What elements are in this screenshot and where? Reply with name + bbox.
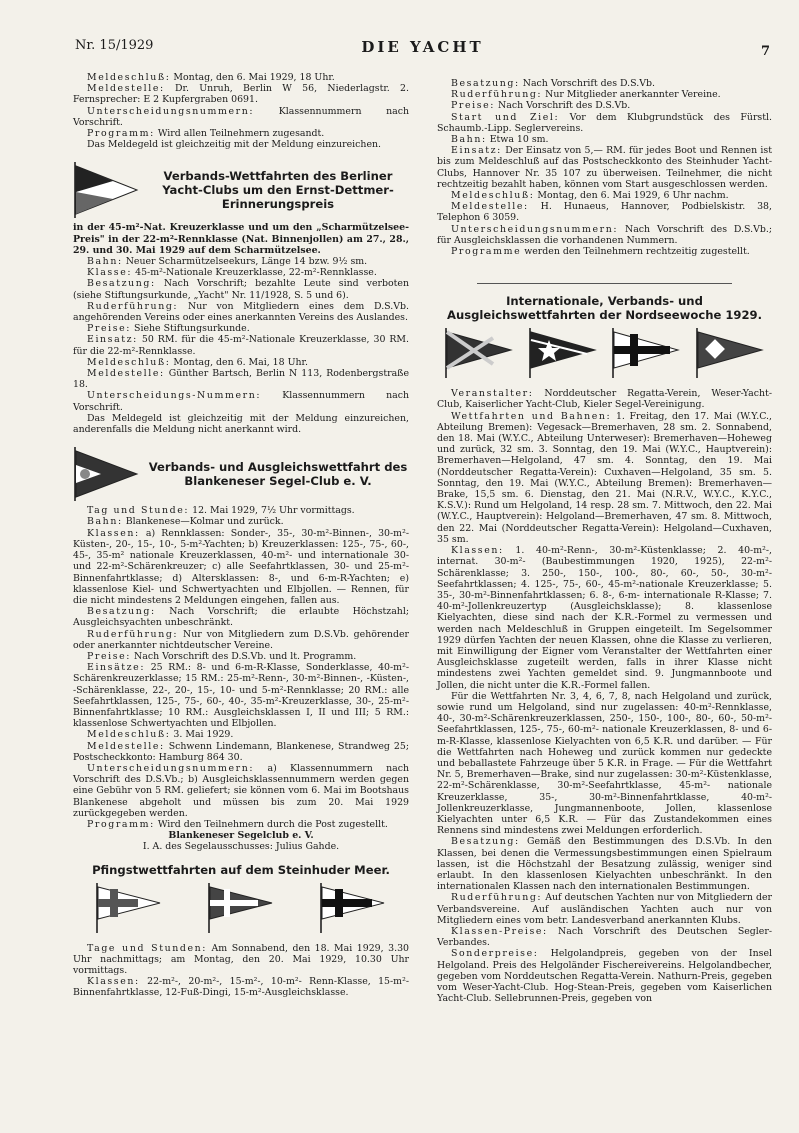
paragraph: Einsätze: 25 RM.: 8- und 6-m-R-Klasse, Sonderklasse, 40-m²-Schärenkreuzerklasse; 15 RM.: 25-m²-Renn-, 30-m²-Binnen-, -Küsten-, -Schärenklasse, 22-, 20-, 15-, 10- und 5-m²-Rennklasse; 20 RM.: alle Seefahrtklassen, 125-, 75-, 60-, 40-, 35-m²-Kreuzerklasse, 30-, 25-m²-Binnenfahrtklasse; 10 RM.: Ausgleichsklassen I, II und III; 5 RM.: klassenlose Schwertyachten und Elbjollen. [73,662,409,730]
burgee-flag-icon [94,883,164,933]
pennant-flag-icon [73,162,139,218]
paragraph: Start und Ziel: Vor dem Klubgrundstück des Fürstl. Schaumb.-Lipp. Seglervereins. [437,111,772,134]
paragraph: Meldeschluß: Montag, den 6. Mai 1929, 6 Uhr nachm. [451,190,729,202]
magazine-title: DIE YACHT [361,38,484,56]
paragraph: Programm: Wird allen Teilnehmern zugesandt. [87,128,325,140]
paragraph: Meldestelle: H. Hunaeus, Hannover, Podbielskistr. 38, Telephon 6 3059. [437,201,772,224]
paragraph: Unterscheidungsnummern: Nach Vorschrift des D.S.Vb.; für Ausgleichsklassen die vorhandenen Nummern. [437,223,772,246]
section-body [437,388,772,1004]
paragraph: Programme werden den Teilnehmern rechtzeitig zugestellt. [451,246,750,258]
paragraph: Einsatz: Der Einsatz von 5,— RM. für jedes Boot und Rennen ist bis zum Meldeschluß auf das Postscheckkonto des Steinhuder Yacht-Clubs, Hannover Nr. 35 107 zu überweisen. Teilnehmer, die nicht rechtzeitig bezahlt haben, können vom Start ausgeschlossen werden. [437,145,772,190]
paragraph: Preise: Nach Vorschrift des D.S.Vb. [451,100,631,112]
paragraph: Besatzung: Nach Vorschrift; die erlaubte Höchstzahl; Ausgleichsyachten unbeschränkt. [73,606,409,629]
paragraph: Unterscheidungs-Nummern: Klassennummern nach Vorschrift. [73,390,409,413]
section-header-blankenese [73,447,409,501]
burgee-row [437,328,772,378]
section-title-steinhude: Pfingstwettfahrten auf dem Steinhuder Meer. [92,862,390,877]
paragraph: Preise: Siehe Stiftungsurkunde. [87,323,250,335]
section-lead: in der 45-m²-Nat. Kreuzerklasse und um den „Scharmützelsee-Preis" in der 22-m²-Rennklasse (Nat. Binnenjollen) am 27., 28., 29. und 30. Mai 1929 auf dem Scharmützelsee. [73,222,409,256]
paragraph: Veranstalter: Norddeutscher Regatta-Verein, Weser-Yacht-Club, Kaiserlicher Yacht-Club, Kieler Segel-Vereinigung. [437,388,772,411]
issue-number: Nr. 15/1929 [75,38,154,53]
section-title: Verbands- und Ausgleichswettfahrt des Blankeneser Segel-Club e. V. [148,460,408,489]
burgee-flag-icon [610,328,682,378]
paragraph: Meldestelle: Günther Bartsch, Berlin N 113, Rodenbergstraße 18. [73,368,409,391]
paragraph: Ruderführung: Auf deutschen Yachten nur von Mitgliedern der Verbandsvereine. Auf ausländischen Yachten auch nur von Mitgliedern eines vom betr. Landesverband anerkannten Klubs. [437,892,772,926]
paragraph: Ruderführung: Nur von Mitgliedern zum D.S.Vb. gehörender oder anerkannter nichtdeutscher Vereine. [73,628,409,651]
section-body [437,78,772,257]
paragraph: Das Meldegeld ist gleichzeitig mit der Meldung einzureichen, anderenfalls die Meldung nicht anerkannt wird. [73,412,409,436]
paragraph: Bahn: Blankenese—Kolmar und zurück. [87,516,284,528]
burgee-flag-icon [443,328,515,378]
paragraph: Besatzung: Nach Vorschrift des D.S.Vb. [451,78,655,89]
paragraph: Meldestelle: Dr. Unruh, Berlin W 56, Niederlagstr. 2. Fernsprecher: E 2 Kupfergraben 0691. [73,83,409,106]
paragraph: Meldeschluß: Montag, den 6. Mai, 18 Uhr. [87,356,308,368]
section-body [73,505,409,852]
paragraph: Sonderpreise: Helgolandpreis, gegeben von der Insel Helgoland. Preis des Helgoländer Fischereivereins. Helgolandbecher, gegeben vom Norddeutschen Regatta-Verein. Nathurn-Preis, gegeben vom Weser-Yacht-Club. Hog-Stean-Preis, gegeben vom Kaiserlichen Yacht-Club. Sellebrunnen-Preis, gegeben von [437,948,772,1005]
paragraph: Besatzung: Nach Vorschrift; bezahlte Leute sind verboten (siehe Stiftungsurkunde, „Yacht" Nr. 11/1928, S. 5 und 6). [73,278,409,301]
paragraph: Klassen: 22-m²-, 20-m²-, 15-m²-, 10-m²- Renn-Klasse, 15-m²-Binnenfahrtklasse, 12-Fuß-Dingi, 15-m²-Ausgleichsklasse. [73,976,409,999]
paragraph: Bahn: Etwa 10 sm. [451,134,549,146]
paragraph: Besatzung: Gemäß den Bestimmungen des D.S.Vb. In den Klassen, bei denen die Vermessungsbestimmungen einen Spielraum lassen, ist die Höchstzahl der Besatzung zulässig, weniger sind erlaubt. In den klassenlosen Kielyachten unbeschränkt. In den internationalen Klassen nach den internationalen Bestimmungen. [437,836,772,893]
signature-club: Blankeneser Segelclub e. V. [168,830,314,842]
paragraph: Wettfahrten und Bahnen: 1. Freitag, den 17. Mai (W.Y.C., Abteilung Bremen): Vegesack—Bremerhaven, 28 sm. 2. Sonnabend, den 18. Mai (W.Y.C., Abteilung Unterweser): Bremerhaven—Hoheweg und zurück, 32 sm. 3. Sonntag, den 19. Mai (W.Y.C., Hauptverein): Bremerhaven—Helgoland, 47 sm. 4. Sonntag, den 19. Mai (Norddeutscher Regatta-Verein): Cuxhaven—Helgoland, 35 sm. 5. Sonntag, den 19. Mai (W.Y.C., Abteilung Bremen): Bremerhaven—Brake, 15,5 sm. 6. Dienstag, den 21. Mai (N.R.V., W.Y.C., K.Y.C., K.S.V.): Rund um Helgoland, 14 resp. 28 sm. 7. Mittwoch, den 22. Mai (W.Y.C., Hauptverein): Helgoland—Bremerhaven, 47 sm. 8. Mittwoch, den 22. Mai (Norddeutscher Regatta-Verein): Helgoland—Cuxhaven, 35 sm. [437,410,772,545]
divider [477,283,732,284]
paragraph: Klassen: 1. 40-m²-Renn-, 30-m²-Küstenklasse; 2. 40-m²-, internat. 30-m²- (Baubestimmungen 1920, 1925), 22-m²-Schärenklasse; 3. 250-, 150-, 100-, 80-, 60-, 50-, 30-m²-Seefahrtklassen; 4. 125-, 75-, 60-, 45-m²-nationale Kreuzerklasse; 5. 35-, 30-m²-Binnenfahrtklassen; 6. 8-, 6-m- internationale R-Klasse; 7. 40-m²-Jollenkreuzertyp (Ausgleichsklasse); 8. klassenlose Kielyachten, diese sind nach der K.R.-Formel zu vermessen und werden nach Meldeschluß in Gruppen eingeteilt. Im Segelsommer 1929 dürfen Yachten der neuen Klassen, ohne die Klasse zu verlieren, mit Einwilligung der Eigner vom Veranstalter der Wettfahrten einer Ausgleichsklasse zugeteilt werden, falls in ihrer Klasse nicht mindestens zwei Yachten gemeldet sind. 9. Jungmannboote und Jollen, die nicht unter die K.R.-Formel fallen. [437,545,772,691]
paragraph: Meldeschluß: Montag, den 6. Mai 1929, 18 Uhr. [87,72,335,83]
paragraph: Bahn: Neuer Scharmützelseekurs, Länge 14 bzw. 9½ sm. [87,256,368,268]
section-body [73,256,409,435]
burgee-flag-icon [527,328,599,378]
page-number: 7 [760,44,770,59]
paragraph: Unterscheidungsnummern: a) Klassennummern nach Vorschrift des D.S.Vb.; b) Ausgleichsklassennummern werden gegen eine Gebühr von 5 RM. geliefert; sie können vom 6. Mai im Bootshaus Blankenese abgeholt und müssen bis zum 20. Mai 1929 zurückgegeben werden. [73,762,409,819]
paragraph: Unterscheidungsnummern: Klassennummern nach Vorschrift. [73,105,409,128]
intro-notes [73,72,409,150]
paragraph: Tag und Stunde: 12. Mai 1929, 7½ Uhr vormittags. [87,505,355,517]
section-title-nordseewoche: Internationale, Verbands- und Ausgleichswettfahrten der Nordseewoche 1929. [446,294,763,323]
paragraph: Ruderführung: Nur von Mitgliedern eines dem D.S.Vb. angehörenden Vereins oder eines anerkannten Vereins des Auslandes. [73,300,409,324]
paragraph: Klasse: 45-m²-Nationale Kreuzerklasse, 22-m²-Rennklasse. [87,267,377,279]
paragraph: Tage und Stunden: Am Sonnabend, den 18. Mai 1929, 3.30 Uhr nachmittags; am Montag, den 20. Mai 1929, 10.30 Uhr vormittags. [73,942,409,976]
burgee-flag-icon [206,883,276,933]
right-column [437,78,772,1004]
left-column [73,72,409,999]
paragraph: Meldestelle: Schwenn Lindemann, Blankenese, Strandweg 25; Postscheckkonto: Hamburg 864 30. [73,740,409,763]
paragraph: Klassen: a) Rennklassen: Sonder-, 35-, 30-m²-Binnen-, 30-m²-Küsten-, 20-, 15-, 10-, 5-m²-Yachten; b) Kreuzerklassen: 125-, 75-, 60-, 45-, 35-m² nationale Kreuzerklassen, 40-m²- und internationale 30- und 22-m²-Schärenkreuzer; c) alle Seefahrtklassen, 30- und 25-m²-Binnenfahrtklasse; d) Altersklassen: 8-, und 6-m-R-Yachten; e) klassenlose Kiel- und Schwertyachten und Elbjollen. — Rennen, für die nicht mindestens 2 Meldungen eingehen, fallen aus. [73,527,409,606]
burgee-flag-icon [694,328,766,378]
paragraph: Meldeschluß: 3. Mai 1929. [87,729,234,741]
section-title: Verbands-Wettfahrten des Berliner Yacht-Clubs um den Ernst-Dettmer-Erinnerungspreis [162,169,394,212]
paragraph: Ruderführung: Nur Mitglieder anerkannter Vereine. [451,89,721,101]
paragraph: Programm: Wird den Teilnehmern durch die Post zugestellt. [87,818,388,830]
paragraph: Einsatz: 50 RM. für die 45-m²-Nationale Kreuzerklasse, 30 RM. für die 22-m²-Rennklasse. [73,334,409,357]
pennant-flag-icon [73,447,139,501]
section-header-berliner [73,162,409,218]
section-body [73,943,409,999]
paragraph: Das Meldegeld ist gleichzeitig mit der Meldung einzureichen. [87,139,382,151]
paragraph: Preise: Nach Vorschrift des D.S.Vb. und lt. Programm. [87,650,357,662]
page-header [75,38,770,59]
paragraph: Klassen-Preise: Nach Vorschrift des Deutschen Segler-Verbandes. [437,926,772,949]
burgee-flag-icon [318,883,388,933]
paragraph: Für die Wettfahrten Nr. 3, 4, 6, 7, 8, nach Helgoland und zurück, sowie rund um Helgoland, sind nur zugelassen: 40-m²-Rennklasse, 40-, 30-m²-Schärenkreuzerklassen, 250-, 150-, 100-, 80-, 60-, 50-m²-Seefahrtklassen, 125-, 75-, 60-m²- nationale Kreuzerklassen, 8- und 6-m-R-Klasse, klassenlose Kielyachten von 6,5 K.R. und darüber. — Für die Wettfahrten nach Hoheweg und zurück kommen nur gedeckte und beballastete Fahrzeuge über 5 K.R. in Frage. — Für die Wettfahrt Nr. 5, Bremerhaven—Brake, sind nur zugelassen: 30-m²-Küstenklasse, 22-m²-Schärenklasse, 30-m²-Seefahrtklasse, 45-m²- nationale Kreuzerklasse, 35-, 30-m²-Binnenfahrtklasse, 40-m²-Jollenkreuzerklasse, Jungmannenboote, Jollen, klassenlose Kielyachten unter 6,5 K.R. — Für das Zustandekommen eines Rennens sind mindestens zwei Meldungen erforderlich. [437,690,772,837]
burgee-row [73,883,409,933]
signature-person: I. A. des Segelausschusses: Julius Gahde. [142,841,340,853]
